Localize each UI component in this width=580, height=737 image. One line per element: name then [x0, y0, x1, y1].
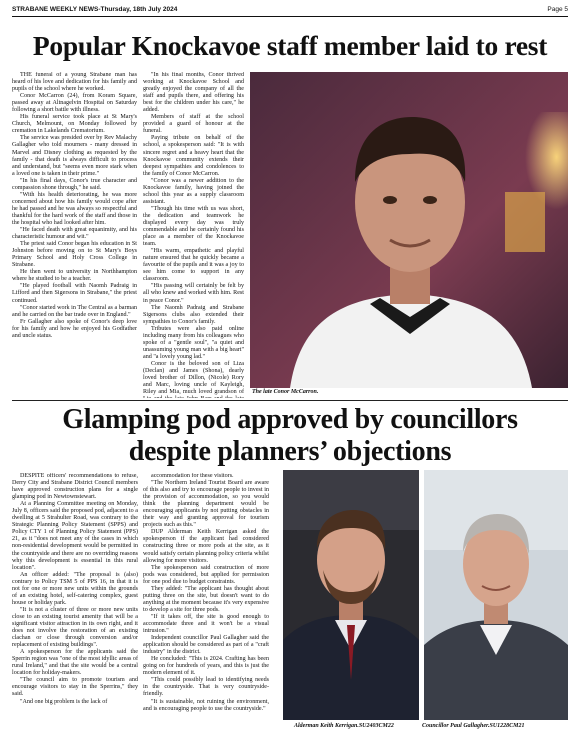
paragraph: Conor is the beloved son of Liza (Declan) and James (Shona), dearly loved brother of Dillon, (Nicole) Rory and Marc, loving uncle of Kayleigh, Riley and Mia, much loved grandson of: [143, 360, 244, 396]
paragraph: "The Northern Ireland Tourist Board are aware of this also and try to encourage people to invest in the provision of accommodation, so you would think the planning department would be encouraging applicants by not putting obstacles in their way and granting approval for tourism projects such as this.": [143, 480, 269, 529]
story2-column-2: [143, 473, 269, 735]
paragraph: Fr Gallagher also spoke of Conor's deep love for his family and how he enjoyed his Godfather and uncle status.: [12, 318, 137, 339]
masthead-page-number: Page 5: [547, 6, 568, 13]
keith-kerrigan-photo: [283, 470, 419, 720]
story2-headline-line-2: despite planners’ objections: [128, 436, 452, 467]
paragraph: "Though his time with us was short, the dedication and teamwork he displayed every day was truly commendable and he certainly found his place as a member of the Knockavoe team.: [143, 205, 244, 248]
paragraph: "And one big problem is the lack of: [20, 698, 108, 705]
paragraph: "Conor started work in The Central as a barman and he carried on the bar trade over in England.": [12, 304, 137, 318]
paragraph: The priest said Conor began his education in St Johnston before moving on to St Mary's Boys Primary School and Holy Cross College in Strabane.: [12, 241, 137, 269]
paragraph: Conor McCarron (24), from Koram Square, passed away at Altnagelvin Hospital on Saturday following a short battle with illness.: [12, 93, 137, 114]
masthead: [12, 4, 568, 17]
paragraph: Members of staff at the school provided a guard of honour at the funeral.: [143, 114, 244, 135]
conor-mccarron-photo: [250, 72, 568, 388]
paragraph: The spokesperson said construction of more pods was considered, but applied for permission for one pod due to budget constraints.: [143, 564, 269, 585]
story1-photo-caption: The late Conor McCarron.: [252, 389, 319, 395]
paragraph: "He played football with Naomh Padraig in Lifford and then Sigersons in Strabane," the priest continued.: [12, 283, 137, 304]
kerrigan-portrait-illustration: [283, 470, 419, 720]
paragraph: "It is sustainable, not ruining the environment, and is encouraging people to use the countryside.": [143, 698, 269, 712]
paragraph: A spokesperson for the applicants said the Sperrin region was "one of the most idyllic areas of rural Ireland," and that the site would be a central location for holiday-makers.: [12, 649, 138, 677]
paragraph: "If it takes off, the site is good enough to accommodate three and it won't be a visual intrusion.": [143, 613, 269, 635]
paragraph: "Conor was a newer addition to the Knockavoe family, having joined the school this year as a supply classroom assistant.: [143, 177, 244, 205]
story2-headline: [12, 404, 568, 468]
story1-column-2: [143, 72, 244, 398]
gallagher-portrait-illustration: [424, 470, 568, 720]
paragraph: "In his final months, Conor thrived working at Knockavoe School and greatly enjoyed the company of all the staff and pupils there, and offering his best for the children under his care," he added.: [143, 72, 244, 114]
story1-column-1: [12, 72, 137, 398]
masthead-publication: STRABANE WEEKLY NEWS-Thursday, 18th July 2024: [12, 6, 178, 13]
paragraph: THE funeral of a young Strabane man has heard of his love and dedication for his family and pupils of the school where he worked.: [12, 72, 137, 93]
paragraph: accommodation for these visitors.: [151, 473, 234, 479]
paragraph: The service was presided over by Rev Malachy Gallagher who told mourners - many dressed in Marvel and Disney clothing as requested by the family - that death is always difficult to process and understand, but "seems even more stark when a loved one is taken in their prime.": [12, 135, 137, 177]
paragraph: "His warm, empathetic and playful nature ensured that he quickly became a favourite of the pupils and it was a joy to see him come to support in any classroom.: [143, 248, 244, 283]
paragraph: He then went to university in Northhampton where he studied to be a teacher.: [12, 269, 137, 283]
paragraph: Paying tribute on behalf of the school, a spokesperson said: "It is with sincere regret and a heavy heart that the Knockavoe community extends their deepest sympathies and condolences to the family of Conor McCarron.: [143, 135, 244, 177]
story1-headline: Popular Knockavoe staff member laid to rest: [32, 30, 548, 61]
paragraph: Tributes were also paid online including many from his colleagues who spoke of a "gentle soul", "a quiet and unassuming young man with a big heart" and "a lovely young lad.": [143, 325, 244, 360]
paragraph: At a Planning Committee meeting on Monday, July 8, officers said the proposed pod, adjacent to a dwelling at 5 Strahulter Road, was contrary to the Strategic Planning Policy Statement (SPPS) and Policy CTY 1 of Planning Policy Statement (PPS) 21, as it "does not meet any of the cases in which non-residential development would be permitted in the countryside and there are no overriding reasons why this development is essential in this rural location".: [12, 501, 138, 571]
paragraph: He concluded: "This is 2024. Crafting has been going on for hundreds of years, and this is just the modern element of it.: [143, 656, 269, 677]
paragraph: DUP Alderman Keith Kerrigan asked the spokesperson if the applicant had considered constructing three or more pods at the site, as it would satisfy certain planning policy criteria whilst allowing for more visitors.: [143, 529, 269, 564]
paragraph: "It is not a cluster of three or more new units close to an existing tourist amenity that will be a significant visitor attraction in its own right, and it does not involve the restoration of an existing clachan or close through conversion and/or replacement of existing buildings".: [12, 606, 138, 649]
story2-headline-line-1: Glamping pod approved by councillors: [62, 404, 518, 435]
story2-photo-caption-left: Alderman Keith Kerrigan.SU2403CM22: [294, 723, 394, 729]
paragraph: DESPITE officers' recommendations to refuse, Derry City and Strabane District Council members have approved construction plans for a single glamping pod in Newtownstewart.: [12, 473, 138, 501]
paragraph: They added: "The applicant has thought about putting three on the site, but doesn't want to do anything at the moment because it's very expensive to develop a site for three pods.: [143, 585, 269, 613]
paragraph: Independent councillor Paul Gallagher said the application should be considered as part of a "craft industry" in the district.: [143, 635, 269, 656]
paragraph: An officer added: "The proposal is (also) contrary to Policy TSM 5 of PPS 16, in that it is not for one or more new units within the grounds of an existing hotel, self-catering complex, guest house or holiday park.: [12, 571, 138, 606]
paragraph: "His passing will certainly be felt by all who knew and worked with him. Rest in peace Conor.": [143, 283, 244, 304]
story2-photo-caption-right: Councillor Paul Gallagher.SU1228CM21: [422, 723, 525, 729]
paragraph: "In his final days, Conor's true character and compassion shone through," he said.: [12, 177, 137, 191]
paragraph: "This could possibly lead to identifying needs in the countryside. That is very countryside-friendly.: [143, 677, 269, 698]
section-divider: [12, 400, 568, 401]
portrait-illustration: [250, 72, 568, 388]
paragraph: The Naomh Padraig and Strabane Sigersons clubs also extended their sympathies to Conor's family.: [143, 304, 244, 325]
paragraph: "He faced death with great equanimity, and his characteristic humour and wit.": [12, 227, 137, 241]
paragraph: "With his health deteriorating, he was more concerned about how his family would cope after he had passed and he was always so respectful and thankful for the hard work of the staff and those in the hospital who had looked after him.: [12, 191, 137, 226]
paragraph: "The council aim to promote tourism and encourage visitors to stay in the Sperrins," they said.: [12, 677, 138, 698]
story2-column-1: [12, 473, 138, 735]
paragraph: His funeral service took place at St Mary's Church, Melmount, on Monday followed by cremation in Lakelands Crematorium.: [12, 114, 137, 135]
paul-gallagher-photo: [424, 470, 568, 720]
